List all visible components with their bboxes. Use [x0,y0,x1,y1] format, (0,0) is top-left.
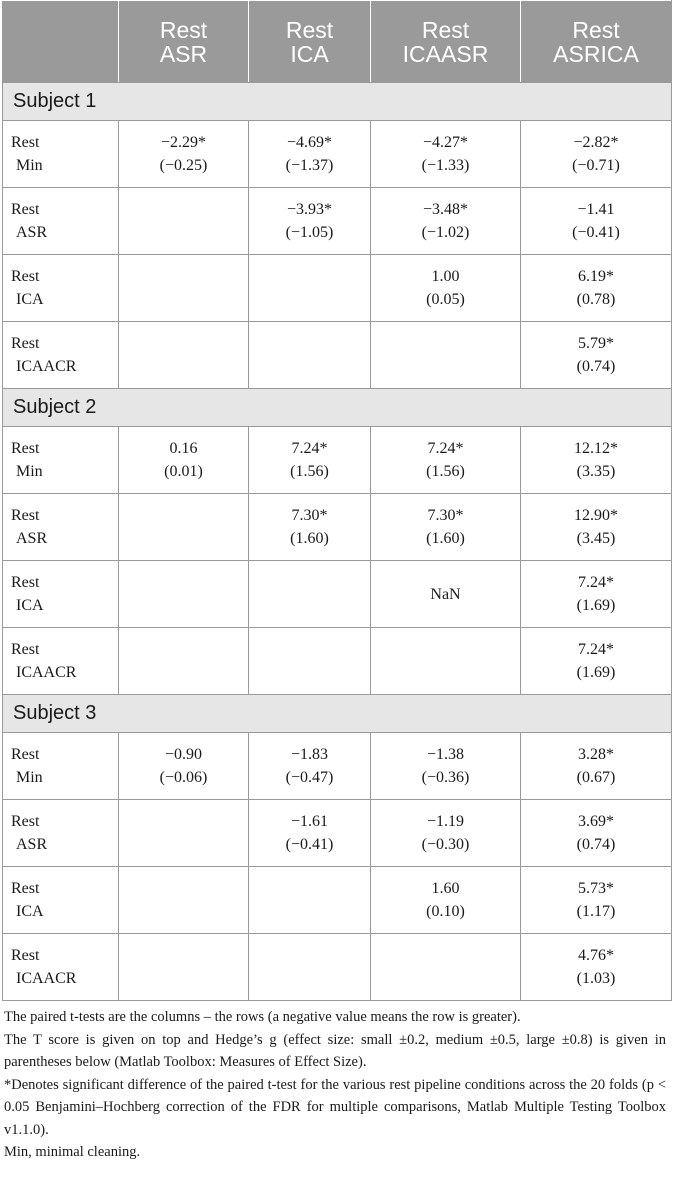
stat-cell [371,561,521,628]
subject-title: Subject 1 [3,83,672,121]
t-score: −1.83 [290,746,329,763]
hedges-g: (−0.30) [421,836,470,853]
subject-title: Subject 2 [3,389,672,427]
hedges-g: (0.74) [576,358,616,375]
hedges-g: (−1.02) [421,224,470,241]
hedges-g: (0.05) [426,291,465,308]
stat-cell [371,800,521,867]
t-score: 7.24* [291,440,328,457]
t-score: −3.48* [422,201,469,218]
hedges-g: (0.10) [426,903,465,920]
t-score: 1.60 [431,880,460,897]
row-label: Rest ASR [3,494,119,561]
hedges-g: (0.01) [164,463,203,480]
table-row [3,561,672,628]
header-corner-cell [3,1,119,83]
hedges-g: (0.67) [576,769,616,786]
row-label: Rest ICA [3,561,119,628]
t-score: 6.19* [578,268,614,285]
t-score: −0.90 [164,746,203,763]
table-row [3,934,672,1001]
t-score: −1.19 [426,813,465,830]
stat-cell [521,322,672,389]
stat-cell [371,733,521,800]
stat-cell [249,427,371,494]
stat-cell [371,121,521,188]
hedges-g: (1.69) [576,664,616,681]
t-score: 7.30* [427,507,464,524]
stat-cell [119,561,249,628]
t-score: −1.38 [426,746,465,763]
stat-cell [119,322,249,389]
row-label: Rest ICA [3,867,119,934]
hedges-g: (1.56) [290,463,329,480]
row-label: Rest ICAACR [3,934,119,1001]
hedges-g: (3.45) [576,530,616,547]
table-row [3,121,672,188]
table-row [3,322,672,389]
t-score: −3.93* [286,201,333,218]
stat-cell [371,427,521,494]
table-row [3,188,672,255]
stat-cell [119,188,249,255]
t-score: 7.30* [291,507,328,524]
hedges-g: (−0.25) [159,157,208,174]
stat-cell [371,628,521,695]
t-score: 3.28* [578,746,614,763]
table-row [3,255,672,322]
stat-cell [249,733,371,800]
t-score: −2.82* [573,134,619,151]
column-header: Rest ICAASR [371,1,521,83]
row-label: Rest Min [3,733,119,800]
footnote: *Denotes significant difference of the paired t-test for the various rest pipeline conditions across the 20 folds (p < 0.05 Benjamini–Hochberg correction of the FDR for multiple comparisons, Matlab Multiple Testing Toolbox v1.1.0). [4,1076,666,1138]
stat-cell [119,867,249,934]
row-label: Rest Min [3,427,119,494]
stat-cell [371,188,521,255]
row-label: Rest ICAACR [3,322,119,389]
t-score: −4.27* [422,134,469,151]
stat-cell [249,934,371,1001]
stat-cell [521,561,672,628]
stat-cell [249,561,371,628]
t-score: −4.69* [286,134,333,151]
stat-cell [249,255,371,322]
row-label: Rest ICA [3,255,119,322]
stat-cell [119,494,249,561]
stat-cell [521,494,672,561]
table-row [3,628,672,695]
t-score: 12.90* [574,507,618,524]
t-score: 5.73* [578,880,614,897]
stat-cell [371,494,521,561]
column-header: Rest ASR [119,1,249,83]
t-score: −1.61 [290,813,329,830]
hedges-g: (−0.71) [572,157,620,174]
stat-cell [119,255,249,322]
stat-cell [249,188,371,255]
stat-cell [119,121,249,188]
stat-cell [371,867,521,934]
column-header: Rest ASRICA [521,1,672,83]
hedges-g: (3.35) [576,463,616,480]
footnote: The paired t-tests are the columns – the rows (a negative value means the row is greater). [4,1009,521,1025]
hedges-g: (0.74) [576,836,616,853]
table-footnotes [0,1001,670,1164]
stat-cell [371,934,521,1001]
hedges-g: (−0.06) [159,769,208,786]
hedges-g: (−1.05) [285,224,334,241]
hedges-g: (−1.37) [285,157,334,174]
t-score: 3.69* [578,813,614,830]
hedges-g: (−0.41) [572,224,620,241]
stat-cell [249,867,371,934]
hedges-g: (1.03) [576,970,616,987]
hedges-g: (1.60) [426,530,465,547]
subject-header-row [3,695,672,733]
t-score: 4.76* [578,947,614,964]
stat-cell [119,934,249,1001]
row-label: Rest Min [3,121,119,188]
stat-cell [119,800,249,867]
stat-cell [521,934,672,1001]
stat-cell [249,322,371,389]
hedges-g: (−0.47) [285,769,334,786]
stat-cell [521,733,672,800]
stat-cell [249,494,371,561]
stat-cell [119,628,249,695]
hedges-g: (1.69) [576,597,616,614]
subject-title: Subject 3 [3,695,672,733]
t-score: 7.24* [427,440,464,457]
ttest-table [2,0,672,1001]
t-score: 7.24* [578,574,614,591]
table-row [3,800,672,867]
stat-cell [119,733,249,800]
row-label: Rest ASR [3,188,119,255]
hedges-g: (1.56) [426,463,465,480]
stat-cell [249,628,371,695]
table-row [3,427,672,494]
table-row [3,733,672,800]
t-score: NaN [430,585,461,603]
stat-cell [521,628,672,695]
hedges-g: (1.17) [576,903,616,920]
row-label: Rest ASR [3,800,119,867]
stat-cell [521,188,672,255]
hedges-g: (−1.33) [421,157,470,174]
table-row [3,494,672,561]
table-header-row [3,1,672,83]
stat-cell [521,255,672,322]
t-score: 7.24* [578,641,614,658]
stat-cell [521,121,672,188]
stat-cell [521,427,672,494]
table-body [3,83,672,1001]
table-row [3,867,672,934]
hedges-g: (−0.36) [421,769,470,786]
stat-cell [371,322,521,389]
stat-cell [119,427,249,494]
column-header: Rest ICA [249,1,371,83]
t-score: −2.29* [160,134,207,151]
subject-header-row [3,389,672,427]
hedges-g: (0.78) [576,291,616,308]
footnote: The T score is given on top and Hedge’s g (effect size: small ±0.2, medium ±0.5, large ±0.8) is given in parentheses below (Matlab Toolbox: Measures of Effect Size). [4,1031,666,1070]
stat-cell [249,121,371,188]
hedges-g: (−0.41) [285,836,334,853]
t-score: 12.12* [574,440,618,457]
stat-cell [521,867,672,934]
t-score: −1.41 [577,201,615,218]
subject-header-row [3,83,672,121]
t-score: 0.16 [169,440,198,457]
t-score: 1.00 [431,268,460,285]
hedges-g: (1.60) [290,530,329,547]
stat-cell [521,800,672,867]
t-score: 5.79* [578,335,614,352]
row-label: Rest ICAACR [3,628,119,695]
footnote: Min, minimal cleaning. [4,1144,141,1160]
stat-cell [249,800,371,867]
stat-cell [371,255,521,322]
